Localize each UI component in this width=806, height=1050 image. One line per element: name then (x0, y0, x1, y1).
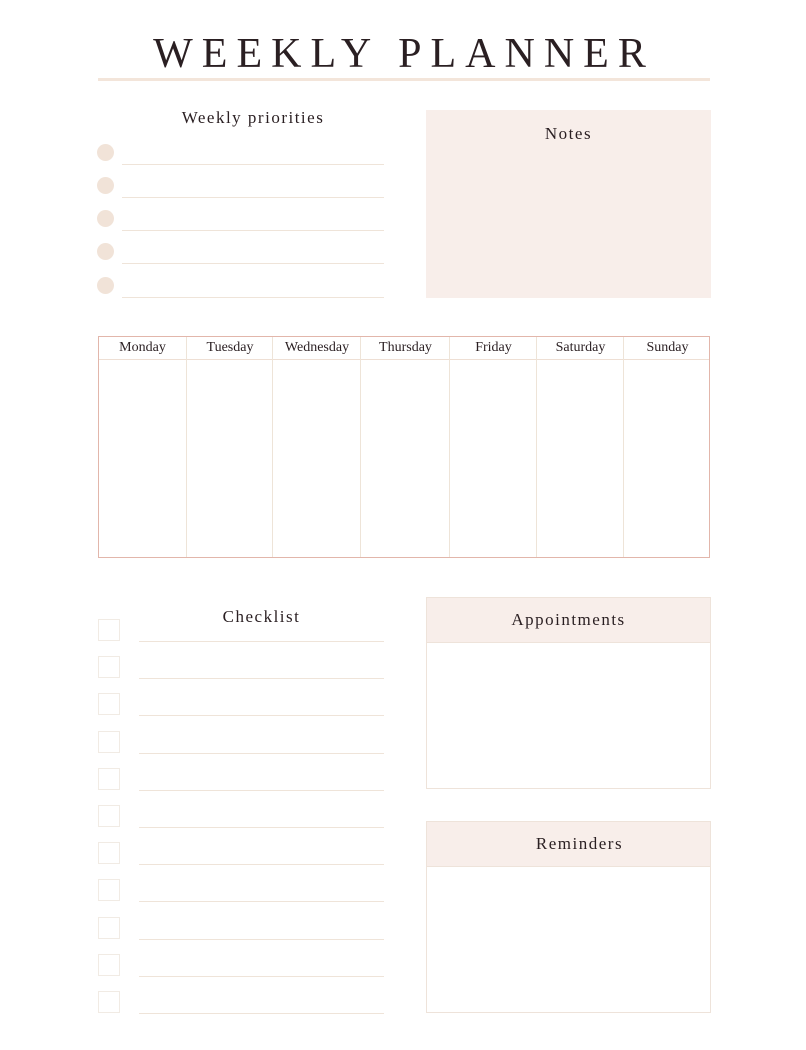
notes-box[interactable] (426, 110, 711, 298)
day-column-friday[interactable] (449, 337, 537, 557)
day-label: Monday (119, 340, 166, 355)
checkbox[interactable] (98, 619, 120, 641)
checkbox[interactable] (98, 731, 120, 753)
day-column-monday[interactable] (99, 337, 186, 557)
priorities-heading: Weekly priorities (181, 108, 325, 127)
page-title: WEEKLY PLANNER (153, 31, 655, 77)
priority-line[interactable] (122, 197, 384, 198)
checkbox[interactable] (98, 693, 120, 715)
priority-line[interactable] (122, 297, 384, 298)
day-label: Wednesday (284, 340, 350, 355)
day-label: Thursday (379, 340, 432, 355)
checklist-line[interactable] (139, 641, 384, 642)
priority-bullet-icon (97, 144, 114, 161)
reminders-heading: Reminders (427, 822, 710, 867)
day-label: Tuesday (206, 340, 254, 355)
priority-bullet-icon (97, 177, 114, 194)
checklist-line[interactable] (139, 939, 384, 940)
day-column-wednesday[interactable] (272, 337, 361, 557)
priority-bullet-icon (97, 277, 114, 294)
priority-line[interactable] (122, 164, 384, 165)
priority-bullet-icon (97, 210, 114, 227)
day-column-saturday[interactable] (536, 337, 624, 557)
checklist-line[interactable] (139, 864, 384, 865)
checkbox[interactable] (98, 991, 120, 1013)
checkbox[interactable] (98, 879, 120, 901)
day-label: Saturday (555, 340, 606, 355)
notes-heading: Notes (544, 124, 593, 143)
day-column-tuesday[interactable] (186, 337, 273, 557)
checklist-line[interactable] (139, 827, 384, 828)
checklist-line[interactable] (139, 678, 384, 679)
checkbox[interactable] (98, 656, 120, 678)
checklist-line[interactable] (139, 753, 384, 754)
checklist-line[interactable] (139, 715, 384, 716)
priority-line[interactable] (122, 230, 384, 231)
checkbox[interactable] (98, 954, 120, 976)
checklist-line[interactable] (139, 976, 384, 977)
priority-bullet-icon (97, 243, 114, 260)
week-grid (98, 336, 710, 558)
checklist-line[interactable] (139, 790, 384, 791)
checkbox[interactable] (98, 805, 120, 827)
title-underline (98, 78, 710, 81)
appointments-area[interactable] (427, 643, 710, 789)
day-column-thursday[interactable] (360, 337, 450, 557)
checklist-heading: Checklist (222, 607, 301, 626)
appointments-heading: Appointments (427, 598, 710, 643)
day-label: Friday (475, 340, 512, 355)
day-label: Sunday (646, 340, 689, 355)
checklist-line[interactable] (139, 901, 384, 902)
appointments-panel (426, 597, 711, 789)
checkbox[interactable] (98, 842, 120, 864)
checkbox[interactable] (98, 768, 120, 790)
priority-line[interactable] (122, 263, 384, 264)
reminders-panel (426, 821, 711, 1013)
checklist-line[interactable] (139, 1013, 384, 1014)
reminders-area[interactable] (427, 867, 710, 1013)
checkbox[interactable] (98, 917, 120, 939)
day-column-sunday[interactable] (623, 337, 711, 557)
